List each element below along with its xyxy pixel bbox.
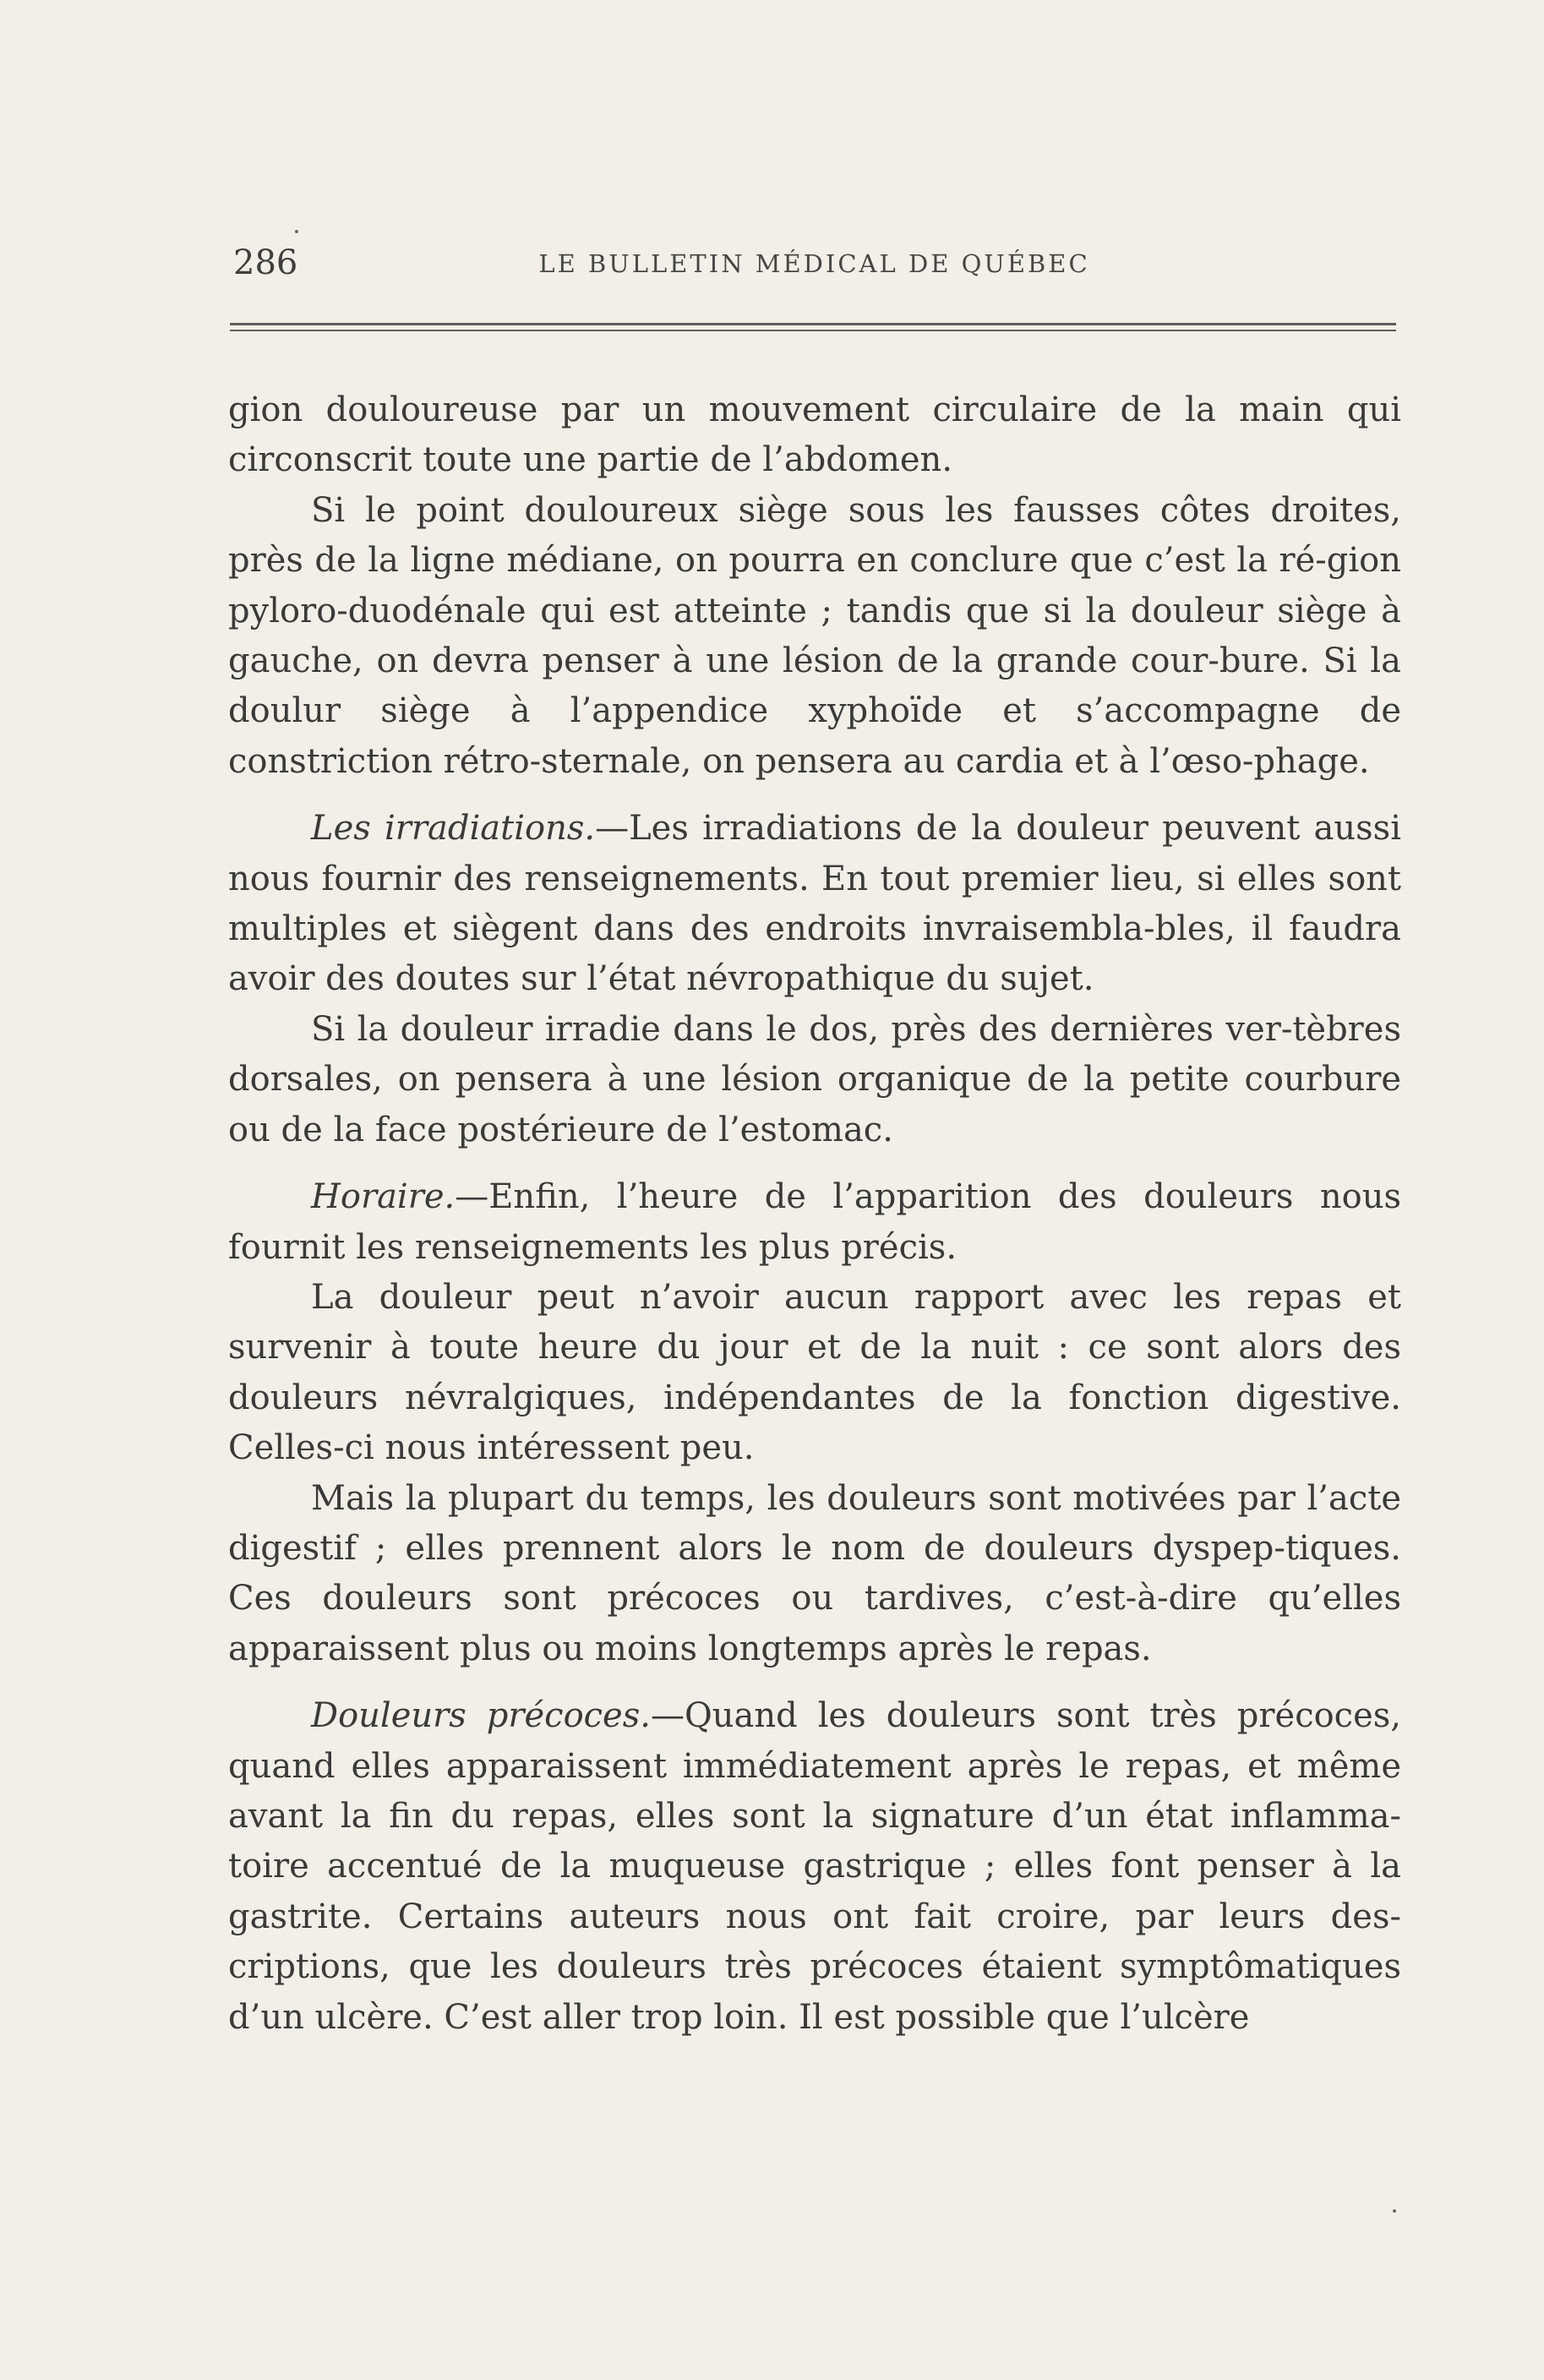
- paragraph-point-douloureux: [228, 486, 1401, 787]
- paragraph-douleurs-nevralgiques: [228, 1273, 1401, 1474]
- section-horaire: [228, 1172, 1401, 1273]
- paragraph-text: Si le point douloureux siège sous les fausses côtes droites, près de la ligne médiane, on pourra en conclure que c’est la ré-gion pyloro-duodénale qui est atteinte ; tandis que si la douleur siège à gauche, on devra penser à une lésion de la grande cour-bure. Si la doulur siège à l’appendice xyphoïde et s’accompagne de constriction rétro-sternale, on pensera au cardia et à l’œso-phage.: [228, 490, 1401, 781]
- page-number: 286: [233, 243, 298, 282]
- section-heading-irradiations: Les irradiations.: [311, 809, 596, 849]
- paragraph-text: —Quand les douleurs sont très précoces, quand elles apparaissent immédiatement après le repas, et même avant la fin du repas, elles sont la signature d’un état inflamma-toire accentué de la muqueuse gastrique ; elles font penser à la gastrite. Certains auteurs nous ont fait croire, par leurs des-criptions, que les douleurs très précoces étaient symptômatiques d’un ulcère. C’est aller trop loin. Il est possible que l’ulcère: [228, 1696, 1401, 2037]
- article-body: [228, 385, 1401, 2043]
- paragraph-text: gion douloureuse par un mouvement circulaire de la main qui circonscrit toute une partie de l’abdomen.: [228, 390, 1401, 480]
- header-double-rule: [230, 323, 1396, 331]
- paragraph-douleurs-dyspeptiques: [228, 1474, 1401, 1675]
- paragraph-text: Mais la plupart du temps, les douleurs sont motivées par l’acte digestif ; elles prennent alors le nom de douleurs dyspep-tiques. Ces douleurs sont précoces ou tardives, c’est-à-dire qu’elles apparaissent plus ou moins longtemps après le repas.: [228, 1478, 1401, 1668]
- paragraph-irradiation-dos: [228, 1005, 1401, 1155]
- print-speck: [1393, 2209, 1396, 2213]
- running-title: LE BULLETIN MÉDICAL DE QUÉBEC: [538, 249, 1090, 278]
- section-heading-douleurs-precoces: Douleurs précoces.: [311, 1696, 651, 1736]
- paragraph-text: —Les irradiations de la douleur peuvent aussi nous fournir des renseignements. En tout premier lieu, si elles sont multiples et siègent dans des endroits invraisembla-bles, il faudra avoir des doutes sur l’état névropathique du sujet.: [228, 809, 1402, 999]
- paragraph-continuation: [228, 385, 1401, 486]
- paragraph-text: —Enfin, l’heure de l’apparition des douleurs nous fournit les renseignements les plus précis.: [228, 1177, 1401, 1267]
- section-irradiations: [228, 804, 1401, 1005]
- page-header: [233, 242, 1395, 284]
- paragraph-text: Si la douleur irradie dans le dos, près des dernières ver-tèbres dorsales, on pensera à une lésion organique de la petite courbure ou de la face postérieure de l’estomac.: [228, 1009, 1401, 1149]
- paragraph-text: La douleur peut n’avoir aucun rapport avec les repas et survenir à toute heure du jour et de la nuit : ce sont alors des douleurs névralgiques, indépendantes de la fonction digestive. Celles-ci nous intéressent peu.: [228, 1277, 1401, 1468]
- section-heading-horaire: Horaire.: [311, 1177, 456, 1217]
- print-speck: [295, 230, 298, 233]
- section-douleurs-precoces: [228, 1691, 1401, 2043]
